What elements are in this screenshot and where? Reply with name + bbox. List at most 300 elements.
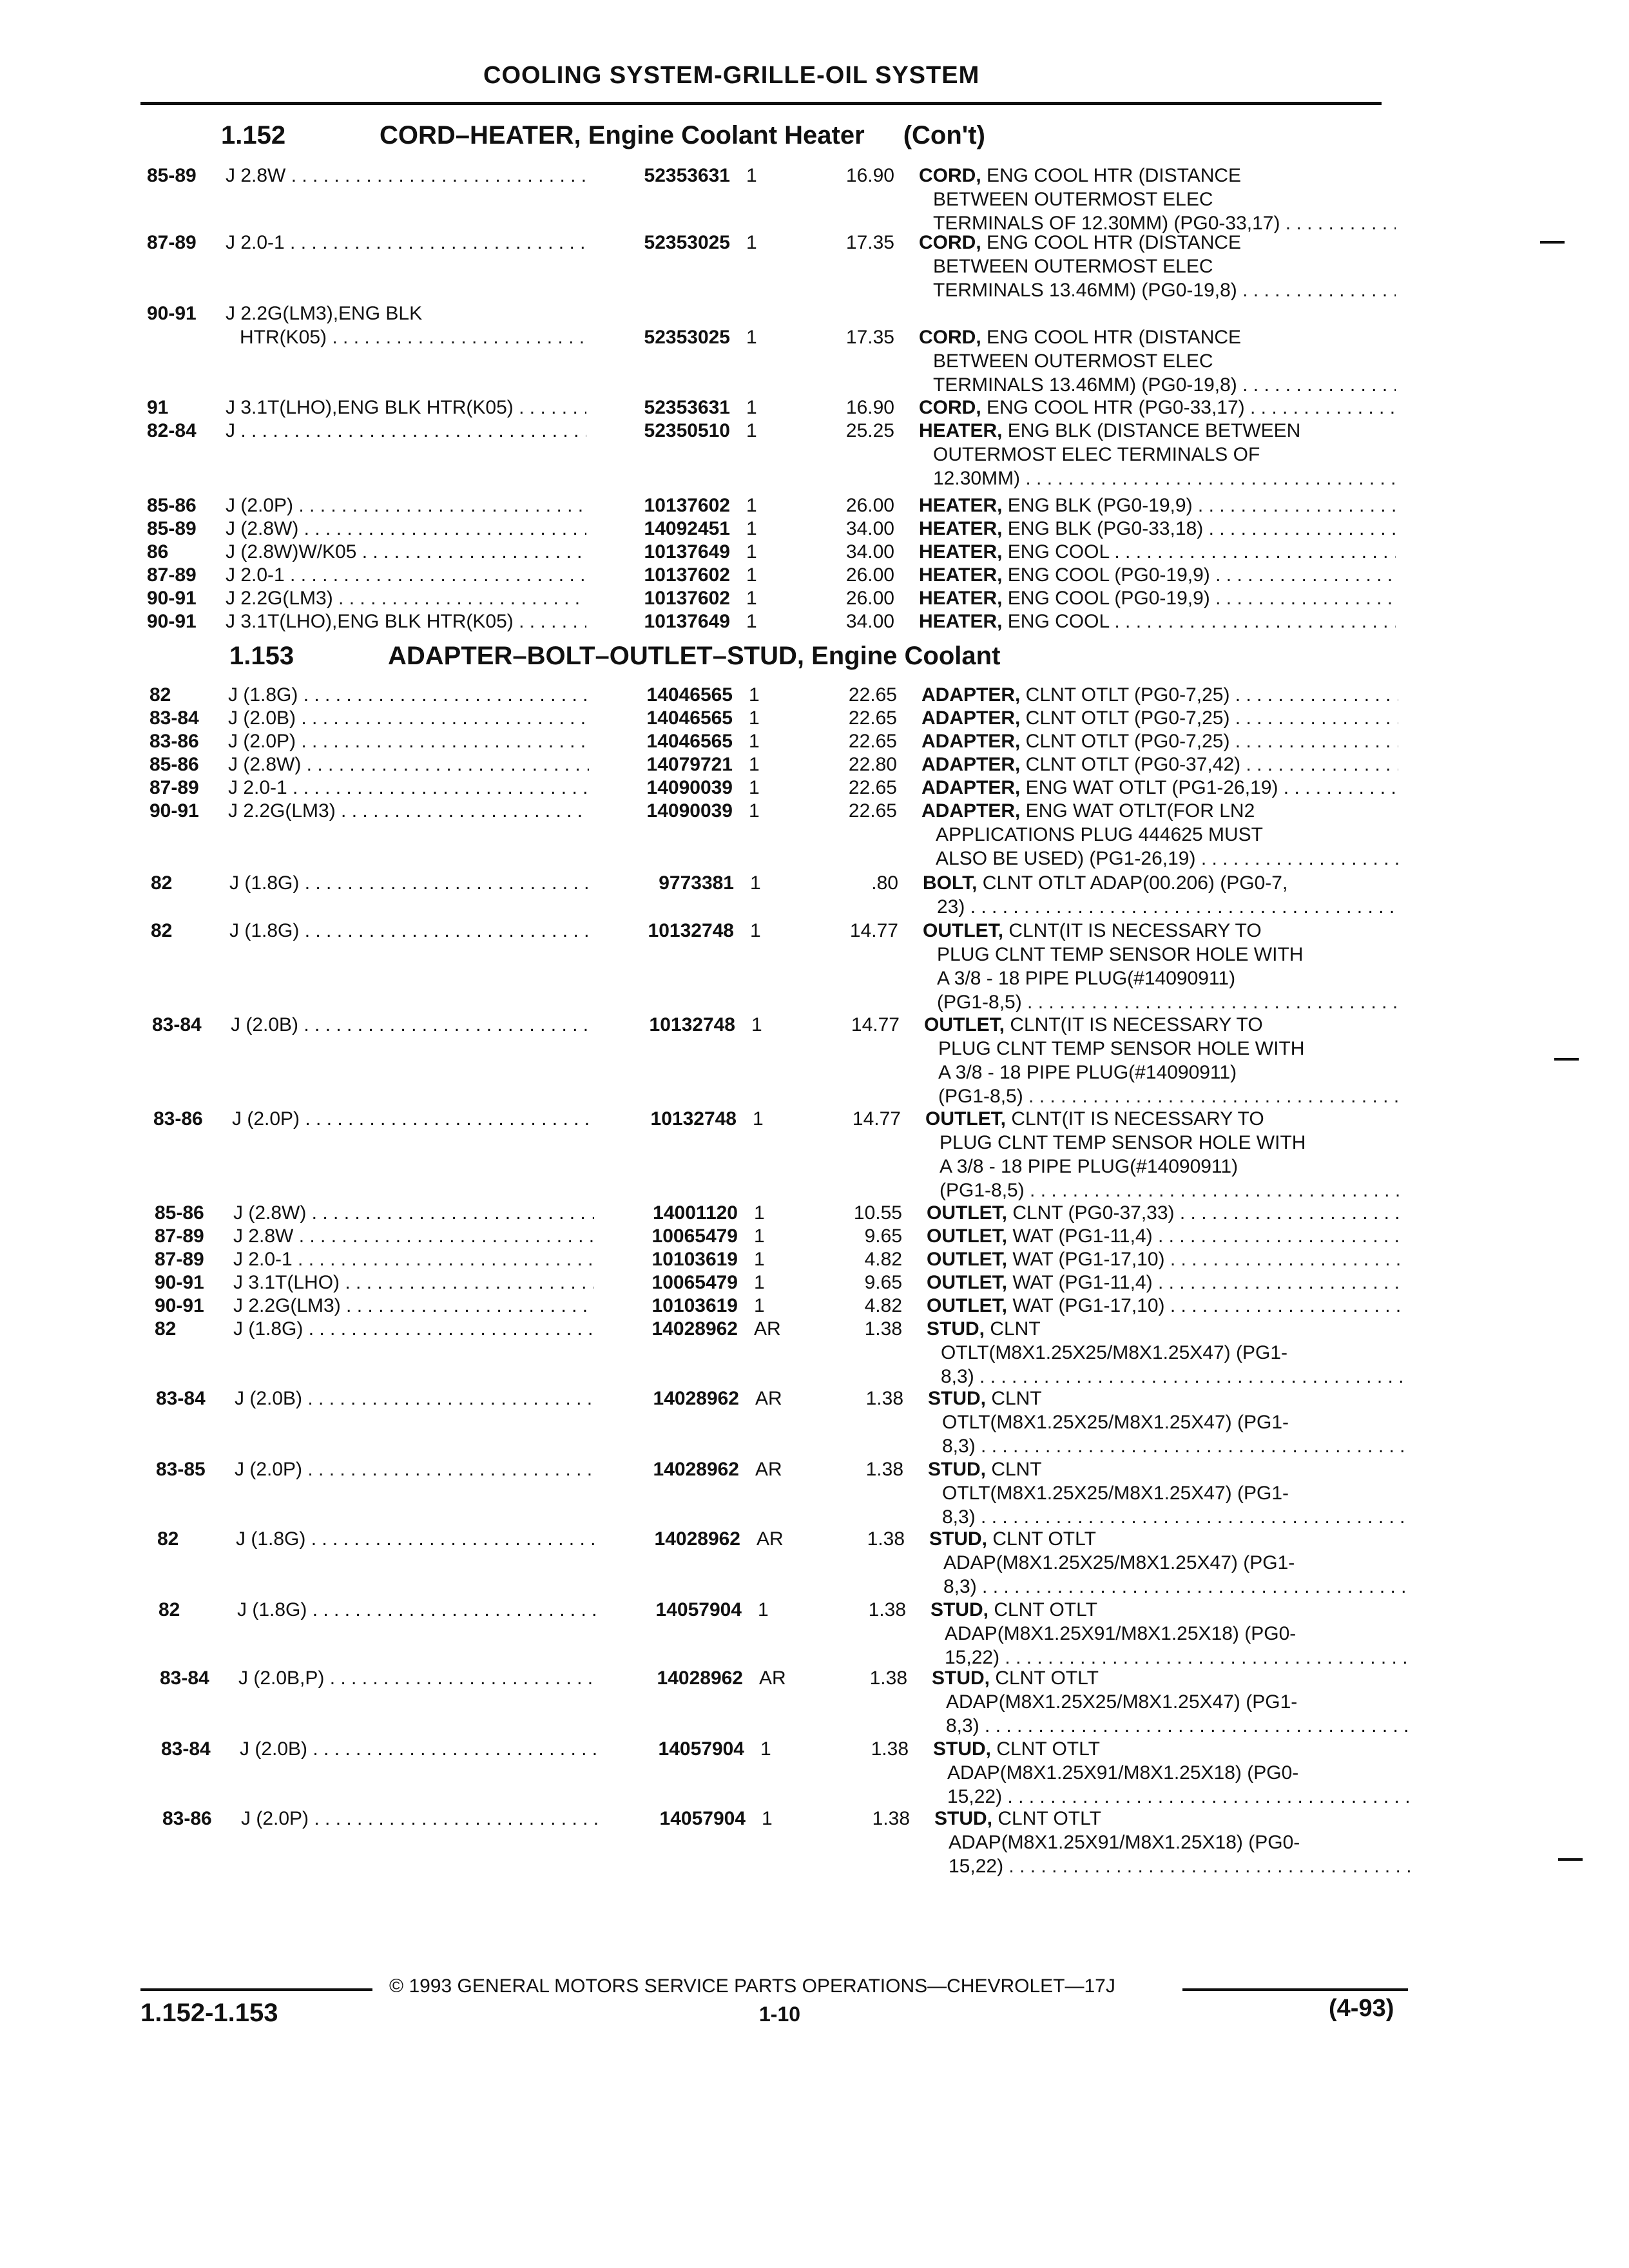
application [238,1666,599,1690]
application-text: J (2.0B,P) [238,1667,325,1689]
part-number: 9773381 [659,872,734,894]
application-text: J (2.0P) [241,1808,309,1829]
application-text: J 2.0-1 [228,777,287,798]
price: 1.38 [871,1738,909,1760]
part-number: 14046565 [646,707,733,729]
description-line: ADAPTER, CLNT OTLT (PG0-7,25) [921,731,1230,752]
model-year: 82 [151,920,173,941]
quantity: 1 [746,165,757,186]
description-line-cont: 8,3) [942,1506,976,1528]
model-year: 90-91 [147,611,197,632]
model-year: 82 [157,1528,179,1550]
description-line-cont: ADAP(M8X1.25X91/M8X1.25X18) (PG0- [949,1832,1300,1853]
application-text: J 2.0-1 [226,232,285,253]
part-number: 10103619 [651,1249,738,1270]
quantity: 1 [754,1272,765,1293]
application [226,231,586,255]
model-year: 85-86 [149,754,199,775]
footer-rule-right [1182,1988,1408,1991]
description-line: OUTLET, WAT (PG1-17,10) [927,1249,1165,1270]
model-year: 85-89 [147,165,197,186]
description-line-cont: (PG1-8,5) [938,1086,1023,1107]
model-year: 87-89 [155,1225,204,1247]
description [924,1013,1401,1108]
model-year: 91 [147,397,169,418]
application [233,1247,594,1271]
part-number: 14001120 [653,1202,738,1224]
description [927,1201,1403,1225]
description-line-cont: BETWEEN OUTERMOST ELEC [933,256,1213,277]
description [928,1387,1405,1458]
price: 22.65 [848,800,897,822]
margin-mark [1558,1858,1583,1861]
application-text: J (2.0P) [226,495,294,516]
model-year: 83-86 [153,1108,203,1129]
part-number: 14057904 [659,1808,746,1829]
application-text: J (1.8G) [228,684,298,706]
model-year: 87-89 [155,1249,204,1270]
description-line: STUD, CLNT [928,1388,1042,1409]
description-line-cont: ALSO BE USED) (PG1-26,19) [936,848,1196,869]
quantity: 1 [746,420,757,441]
price: 1.38 [865,1388,903,1409]
application [228,799,589,823]
application [226,419,586,443]
model-year: 86 [147,541,169,562]
part-number: 14046565 [646,684,733,706]
description-line-cont: 8,3) [946,1715,979,1736]
section-heading: CORD–HEATER, Engine Coolant Heater [380,121,865,149]
application-text: J (2.8W)W/K05 [226,541,357,562]
description [932,1666,1409,1738]
quantity: 1 [754,1225,765,1247]
description-line: HEATER, ENG COOL [919,541,1110,562]
application [226,540,586,564]
quantity: AR [755,1459,782,1480]
application [226,563,586,587]
description [919,610,1396,633]
model-year: 83-84 [156,1388,206,1409]
quantity: 1 [758,1599,769,1620]
quantity: 1 [749,707,760,729]
price: 25.25 [845,420,894,441]
quantity: AR [754,1318,781,1340]
model-year: 87-89 [149,777,199,798]
application [228,729,589,753]
quantity: AR [755,1388,782,1409]
application [231,1013,592,1037]
section-heading: ADAPTER–BOLT–OUTLET–STUD, Engine Coolant [388,642,1001,670]
part-number: 52353025 [644,327,730,348]
application [228,706,589,730]
description-line: OUTLET, CLNT(IT IS NECESSARY TO [924,1014,1263,1035]
price: 16.90 [845,165,894,186]
description-line: STUD, CLNT OTLT [930,1599,1097,1620]
quantity: 1 [754,1249,765,1270]
description [921,683,1398,707]
model-year: 90-91 [147,303,197,324]
margin-mark [1554,1058,1579,1061]
part-number: 10103619 [651,1295,738,1316]
application [226,586,586,610]
description [919,517,1396,541]
description-line-cont: BETWEEN OUTERMOST ELEC [933,351,1213,372]
price: 22.65 [848,731,897,752]
application [226,164,586,187]
application [235,1387,595,1410]
application-text: J (2.8W) [226,518,299,539]
application [228,683,589,707]
section-number: 1.152 [221,121,286,149]
footer-rule-left [140,1988,372,1991]
application-text: J 3.1T(LHO),ENG BLK HTR(K05) [226,611,514,632]
part-number: 52353631 [644,165,730,186]
quantity: 1 [746,541,757,562]
description-line-cont: ADAP(M8X1.25X91/M8X1.25X18) (PG0- [947,1762,1299,1783]
price: 10.55 [853,1202,902,1224]
application-text: J [226,420,235,441]
quantity: 1 [749,731,760,752]
description [927,1271,1403,1294]
price: 17.35 [845,327,894,348]
application-text: J (2.0B) [231,1014,299,1035]
description-line-cont: TERMINALS OF 12.30MM) (PG0-33,17) . [933,213,1291,234]
description-line: STUD, CLNT [927,1318,1041,1340]
description [919,494,1396,517]
price: 14.77 [852,1108,901,1129]
price: 17.35 [845,232,894,253]
description-line-cont: ADAP(M8X1.25X91/M8X1.25X18) (PG0- [945,1623,1296,1644]
margin-mark [1540,241,1565,244]
quantity: 1 [753,1108,764,1129]
description-line-cont: 8,3) [943,1576,977,1597]
application [237,1598,598,1622]
description-line: ADAPTER, ENG WAT OTLT(FOR LN2 [921,800,1255,822]
quantity: 1 [746,397,757,418]
description-line: CORD, ENG COOL HTR (PG0-33,17) [919,397,1245,418]
model-year: 83-84 [161,1738,211,1760]
application [233,1271,594,1294]
description-line-cont: 15,22) [949,1856,1004,1877]
part-number: 14090039 [646,777,733,798]
model-year: 83-85 [156,1459,206,1480]
description-line: STUD, CLNT OTLT [933,1738,1100,1760]
description-line: OUTLET, WAT (PG1-11,4) [927,1225,1153,1247]
part-number: 52350510 [644,420,730,441]
description-line: HEATER, ENG BLK (PG0-33,18) [919,518,1204,539]
description [927,1224,1403,1248]
part-number: 14090039 [646,800,733,822]
description [921,753,1398,776]
price: 22.65 [848,777,897,798]
part-number: 14079721 [646,754,733,775]
description [919,325,1396,397]
part-number: 10137602 [644,588,730,609]
description-line-cont: PLUG CLNT TEMP SENSOR HOLE WITH [940,1132,1306,1153]
part-number: 52353025 [644,232,730,253]
quantity: AR [759,1667,786,1689]
description [934,1807,1411,1878]
description-line: OUTLET, CLNT(IT IS NECESSARY TO [923,920,1262,941]
quantity: 1 [754,1202,765,1224]
description-line-cont: ADAP(M8X1.25X25/M8X1.25X47) (PG1- [943,1552,1295,1573]
description [921,706,1398,730]
price: 9.65 [864,1225,902,1247]
price: 16.90 [845,397,894,418]
footer-section-range: 1.152-1.153 [140,1999,278,2027]
description-line-cont: (PG1-8,5) [937,992,1022,1013]
description-line: ADAPTER, CLNT OTLT (PG0-7,25) [921,707,1230,729]
price: 1.38 [872,1808,910,1829]
application [228,753,589,776]
description [919,164,1396,235]
description-line-cont: APPLICATIONS PLUG 444625 MUST [936,824,1263,845]
description-line: HEATER, ENG COOL (PG0-19,9) [919,588,1210,609]
part-number: 14046565 [646,731,733,752]
price: 34.00 [845,518,894,539]
quantity: 1 [749,684,760,706]
description-line-cont: OTLT(M8X1.25X25/M8X1.25X47) (PG1- [942,1412,1289,1433]
description-line-cont: 15,22) [947,1786,1003,1807]
description-line: STUD, CLNT [928,1459,1042,1480]
description-line-cont: ADAP(M8X1.25X25/M8X1.25X47) (PG1- [946,1691,1298,1713]
application [226,302,586,349]
description-line-cont: TERMINALS 13.46MM) (PG0-19,8) [933,374,1237,396]
application [236,1527,597,1551]
price: 1.38 [864,1318,902,1340]
application-text: J 2.2G(LM3) [233,1295,341,1316]
model-year: 82 [159,1599,180,1620]
description [919,540,1396,564]
model-year: 83-84 [152,1014,202,1035]
description [919,563,1396,587]
quantity: 1 [746,588,757,609]
price: 14.77 [849,920,898,941]
model-year: 85-89 [147,518,197,539]
part-number: 14057904 [658,1738,744,1760]
description [921,729,1398,753]
footer-page-number: 1-10 [759,2003,801,2026]
part-number: 14028962 [651,1318,738,1340]
quantity: AR [757,1528,784,1550]
quantity: 1 [746,564,757,586]
application [229,871,590,895]
model-year: 83-84 [160,1667,209,1689]
description-line: ADAPTER, ENG WAT OTLT (PG1-26,19) . [921,777,1289,798]
price: 26.00 [845,495,894,516]
application-text-cont: HTR(K05) [240,327,327,348]
description-line: ADAPTER, CLNT OTLT (PG0-7,25) [921,684,1230,706]
application-text: J 2.2G(LM3) [228,800,336,822]
price: 14.77 [851,1014,900,1035]
description [919,419,1396,490]
quantity: 1 [750,872,761,894]
description [930,1598,1407,1669]
description-line: OUTLET, WAT (PG1-17,10) [927,1295,1165,1316]
description-line: BOLT, CLNT OTLT ADAP(00.206) (PG0-7, [923,872,1288,894]
price: 1.38 [865,1459,903,1480]
application-text: J (1.8G) [229,872,300,894]
model-year: 87-89 [147,564,197,586]
description-line-cont: 8,3) [942,1436,976,1457]
model-year: 90-91 [155,1295,204,1316]
description-line-cont: 15,22) [945,1647,1000,1668]
quantity: 1 [760,1738,771,1760]
footer-revision-date: (4-93) [1329,1995,1394,2022]
application-text: J (2.0P) [232,1108,300,1129]
model-year: 83-86 [149,731,199,752]
description-line-cont: OUTERMOST ELEC TERMINALS OF [933,444,1260,465]
description-line-cont: A 3/8 - 18 PIPE PLUG(#14090911) [940,1156,1239,1177]
model-year: 82 [149,684,171,706]
description [933,1737,1410,1809]
part-number: 14057904 [655,1599,742,1620]
description-line: CORD, ENG COOL HTR (DISTANCE [919,327,1242,348]
description-line-cont: A 3/8 - 18 PIPE PLUG(#14090911) [937,968,1236,989]
application-text: J 2.2G(LM3),ENG BLK [226,303,423,324]
model-year: 82 [151,872,173,894]
description-line-cont: TERMINALS 13.46MM) (PG0-19,8) [933,280,1237,301]
application-text: J (1.8G) [229,920,300,941]
description-line: STUD, CLNT OTLT [934,1808,1101,1829]
application [226,396,586,419]
application-text: J (1.8G) [237,1599,307,1620]
application [240,1737,601,1761]
quantity: 1 [749,754,760,775]
price: 34.00 [845,541,894,562]
application [226,517,586,541]
model-year: 90-91 [149,800,199,822]
description [923,871,1400,919]
model-year: 85-86 [147,495,197,516]
description-line: OUTLET, WAT (PG1-11,4) [927,1272,1153,1293]
model-year: 90-91 [147,588,197,609]
model-year: 82 [155,1318,177,1340]
part-number: 52353631 [644,397,730,418]
description-line: HEATER, ENG BLK (DISTANCE BETWEEN [919,420,1301,441]
quantity: 1 [751,1014,762,1035]
application-text: J 2.0-1 [226,564,285,586]
description-line: STUD, CLNT OTLT [929,1528,1096,1550]
application [233,1201,594,1225]
description-line: CORD, ENG COOL HTR (DISTANCE [919,232,1242,253]
part-number: 10137602 [644,564,730,586]
price: 1.38 [869,1667,907,1689]
description [927,1317,1403,1389]
description [919,396,1396,419]
description-line-cont: OTLT(M8X1.25X25/M8X1.25X47) (PG1- [941,1342,1288,1363]
application-text: J 2.0-1 [233,1249,293,1270]
application-text: J (2.0B) [228,707,296,729]
part-number: 10137649 [644,541,730,562]
description [921,776,1398,800]
part-number: 10065479 [651,1225,738,1247]
application-text: J 2.8W [226,165,286,186]
application-text: J (2.0B) [240,1738,308,1760]
application [228,776,589,800]
part-number: 14028962 [653,1459,739,1480]
description-line: STUD, CLNT OTLT [932,1667,1099,1689]
description [927,1247,1403,1271]
price: 22.65 [848,684,897,706]
model-year: 85-86 [155,1202,204,1224]
section-number: 1.153 [229,642,294,670]
application [226,610,586,633]
price: 4.82 [864,1249,902,1270]
price: 26.00 [845,564,894,586]
description [919,231,1396,302]
application-text: J (2.0B) [235,1388,303,1409]
application-text: J (2.0P) [235,1459,303,1480]
quantity: 1 [749,800,760,822]
part-number: 14028962 [653,1388,739,1409]
application-text: J (1.8G) [236,1528,306,1550]
part-number: 14092451 [644,518,730,539]
quantity: 1 [746,495,757,516]
description-line-cont: 12.30MM) [933,468,1021,489]
model-year: 90-91 [155,1272,204,1293]
description [928,1457,1405,1529]
application-text: J (2.8W) [233,1202,307,1224]
part-number: 10137649 [644,611,730,632]
description [925,1107,1402,1202]
part-number: 10132748 [648,920,734,941]
price: 4.82 [864,1295,902,1316]
description [929,1527,1406,1599]
application [229,919,590,943]
description [921,799,1398,870]
description-line: HEATER, ENG BLK (PG0-19,9) [919,495,1193,516]
part-number: 10132748 [650,1108,737,1129]
price: 22.80 [848,754,897,775]
application [232,1107,593,1131]
description-line: OUTLET, CLNT (PG0-37,33) [927,1202,1175,1224]
part-number: 14028962 [657,1667,743,1689]
quantity: 1 [750,920,761,941]
application-text: J (1.8G) [233,1318,304,1340]
section-continued: (Con't) [903,121,985,149]
section-title-1152 [221,121,985,150]
quantity: 1 [749,777,760,798]
price: 1.38 [868,1599,906,1620]
model-year: 83-86 [162,1808,212,1829]
description [927,1294,1403,1318]
quantity: 1 [746,611,757,632]
quantity: 1 [762,1808,773,1829]
description [919,586,1396,610]
model-year: 82-84 [147,420,197,441]
description-line-cont: BETWEEN OUTERMOST ELEC [933,189,1213,210]
price: 22.65 [848,707,897,729]
application-text: J (2.8W) [228,754,302,775]
price: 9.65 [864,1272,902,1293]
description-line: CORD, ENG COOL HTR (DISTANCE [919,165,1242,186]
application-text: J 2.2G(LM3) [226,588,333,609]
application-text: J 3.1T(LHO) [233,1272,340,1293]
part-number: 10065479 [651,1272,738,1293]
part-number: 10132748 [649,1014,735,1035]
application [233,1317,594,1341]
description-line-cont: PLUG CLNT TEMP SENSOR HOLE WITH [937,944,1304,965]
application [235,1457,595,1481]
footer-copyright: © 1993 GENERAL MOTORS SERVICE PARTS OPERATIONS—CHEVROLET—17J [389,1975,1115,1997]
application [226,494,586,517]
description-line: HEATER, ENG COOL (PG0-19,9) [919,564,1210,586]
part-number: 14028962 [654,1528,740,1550]
model-year: 87-89 [147,232,197,253]
description-line-cont: (PG1-8,5) [940,1180,1025,1201]
application-text: J (2.0P) [228,731,296,752]
